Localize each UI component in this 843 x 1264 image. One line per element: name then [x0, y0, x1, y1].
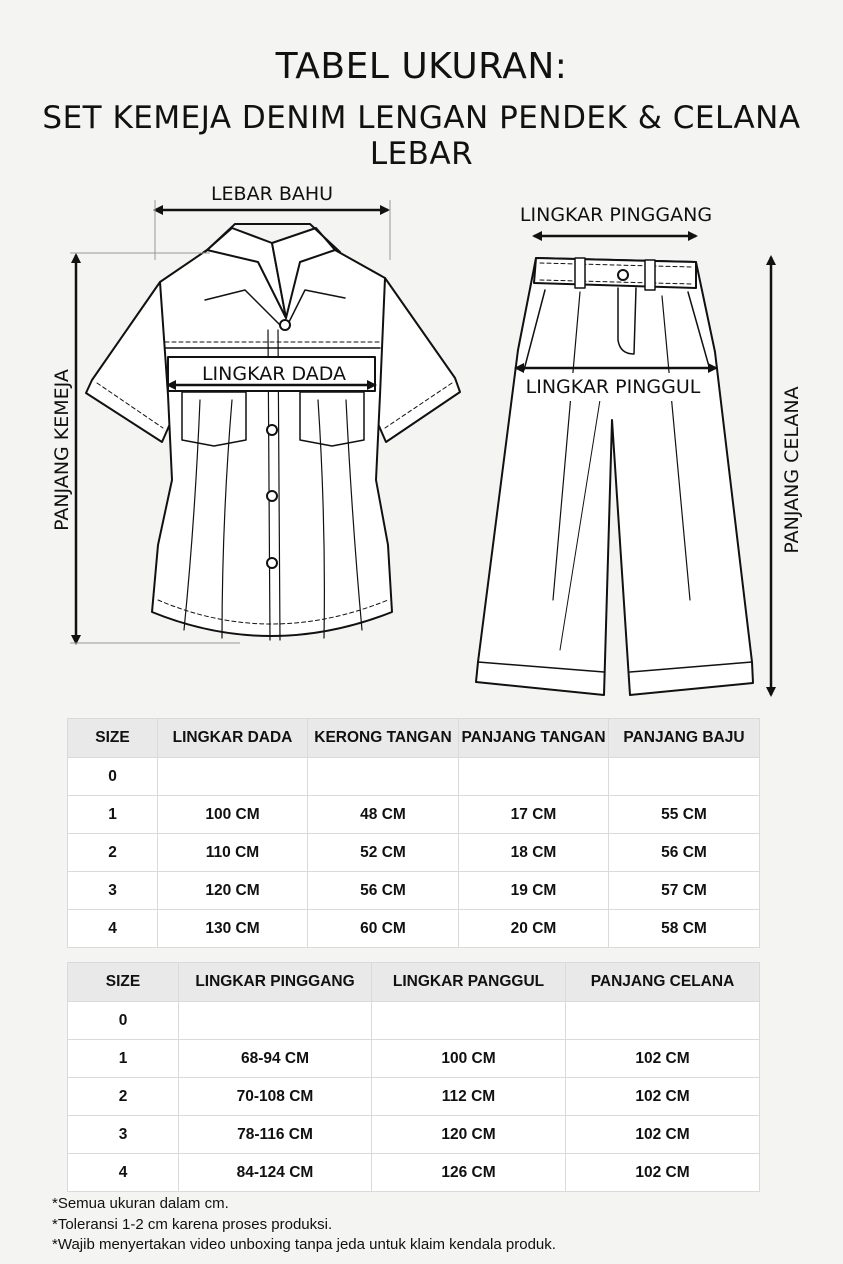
- table-cell: 102 CM: [566, 1154, 760, 1192]
- lingkar-pinggul-label: LINGKAR PINGGUL: [525, 376, 701, 398]
- shirt-drawing: [86, 224, 460, 640]
- table-cell: [459, 758, 609, 796]
- table-row: [68, 872, 760, 910]
- table-cell: 3: [68, 872, 158, 910]
- table-cell: 68-94 CM: [179, 1040, 372, 1078]
- table-cell: 2: [68, 834, 158, 872]
- table-row: [68, 796, 760, 834]
- header-lingkar-pinggang: LINGKAR PINGGANG: [179, 963, 372, 1002]
- table-row: [68, 1078, 760, 1116]
- table-cell: 130 CM: [158, 910, 308, 948]
- table-cell: 102 CM: [566, 1040, 760, 1078]
- table-header-row: [68, 963, 760, 1002]
- table-cell: 112 CM: [372, 1078, 566, 1116]
- table-cell: 126 CM: [372, 1154, 566, 1192]
- table-cell: 18 CM: [459, 834, 609, 872]
- page-subtitle: SET KEMEJA DENIM LENGAN PENDEK & CELANA LEBAR: [42, 100, 801, 172]
- table-row: [68, 1154, 760, 1192]
- table-cell: 0: [68, 758, 158, 796]
- pants-size-table: [67, 962, 760, 1192]
- table-cell: 56 CM: [609, 834, 760, 872]
- header-size: SIZE: [68, 963, 179, 1002]
- table-cell: 70-108 CM: [179, 1078, 372, 1116]
- footnotes: [52, 1194, 556, 1256]
- table-cell: 110 CM: [158, 834, 308, 872]
- header-lingkar-dada: LINGKAR DADA: [158, 719, 308, 758]
- footnote: *Wajib menyertakan video unboxing tanpa jeda untuk klaim kendala produk.: [52, 1236, 556, 1253]
- table-cell: 84-124 CM: [179, 1154, 372, 1192]
- lebar-bahu-label: LEBAR BAHU: [210, 183, 334, 205]
- table-cell: 1: [68, 1040, 179, 1078]
- header-panjang-celana: PANJANG CELANA: [566, 963, 760, 1002]
- footnote: *Semua ukuran dalam cm.: [52, 1195, 229, 1212]
- table-row: [68, 834, 760, 872]
- page-title: TABEL UKURAN:: [275, 46, 568, 87]
- table-cell: 100 CM: [158, 796, 308, 834]
- footnote: *Toleransi 1-2 cm karena proses produksi.: [52, 1215, 333, 1233]
- table-cell: 120 CM: [372, 1116, 566, 1154]
- table-header-row: [68, 719, 760, 758]
- header-lingkar-panggul: LINGKAR PANGGUL: [372, 963, 566, 1002]
- table-cell: [308, 758, 459, 796]
- panjang-celana-label: PANJANG CELANA: [781, 386, 803, 554]
- table-cell: 48 CM: [308, 796, 459, 834]
- table-cell: 100 CM: [372, 1040, 566, 1078]
- table-cell: 0: [68, 1002, 179, 1040]
- lingkar-pinggang-label: LINGKAR PINGGANG: [519, 204, 713, 226]
- table-cell: [179, 1002, 372, 1040]
- table-cell: 102 CM: [566, 1078, 760, 1116]
- table-cell: 78-116 CM: [179, 1116, 372, 1154]
- table-cell: 60 CM: [308, 910, 459, 948]
- table-cell: 120 CM: [158, 872, 308, 910]
- table-row: [68, 1116, 760, 1154]
- table-cell: 52 CM: [308, 834, 459, 872]
- table-cell: 56 CM: [308, 872, 459, 910]
- table-cell: 4: [68, 910, 158, 948]
- table-cell: [609, 758, 760, 796]
- table-cell: [372, 1002, 566, 1040]
- header-panjang-tangan: PANJANG TANGAN: [459, 719, 609, 758]
- shirt-size-table: [67, 718, 760, 948]
- table-cell: 58 CM: [609, 910, 760, 948]
- panjang-kemeja-label: PANJANG KEMEJA: [51, 369, 73, 531]
- header-size: SIZE: [68, 719, 158, 758]
- lingkar-dada-label: LINGKAR DADA: [201, 363, 347, 385]
- table-row: [68, 910, 760, 948]
- table-row: [68, 1002, 760, 1040]
- table-cell: 20 CM: [459, 910, 609, 948]
- table-cell: 55 CM: [609, 796, 760, 834]
- header-kerong-tangan: KERONG TANGAN: [308, 719, 459, 758]
- pants-drawing: [476, 258, 753, 695]
- table-cell: [566, 1002, 760, 1040]
- table-cell: 2: [68, 1078, 179, 1116]
- table-row: [68, 758, 760, 796]
- header-panjang-baju: PANJANG BAJU: [609, 719, 760, 758]
- table-cell: 1: [68, 796, 158, 834]
- table-cell: 4: [68, 1154, 179, 1192]
- garment-illustration: [0, 160, 843, 705]
- table-cell: 57 CM: [609, 872, 760, 910]
- table-cell: 3: [68, 1116, 179, 1154]
- table-cell: 17 CM: [459, 796, 609, 834]
- table-cell: [158, 758, 308, 796]
- table-row: [68, 1040, 760, 1078]
- table-cell: 19 CM: [459, 872, 609, 910]
- table-cell: 102 CM: [566, 1116, 760, 1154]
